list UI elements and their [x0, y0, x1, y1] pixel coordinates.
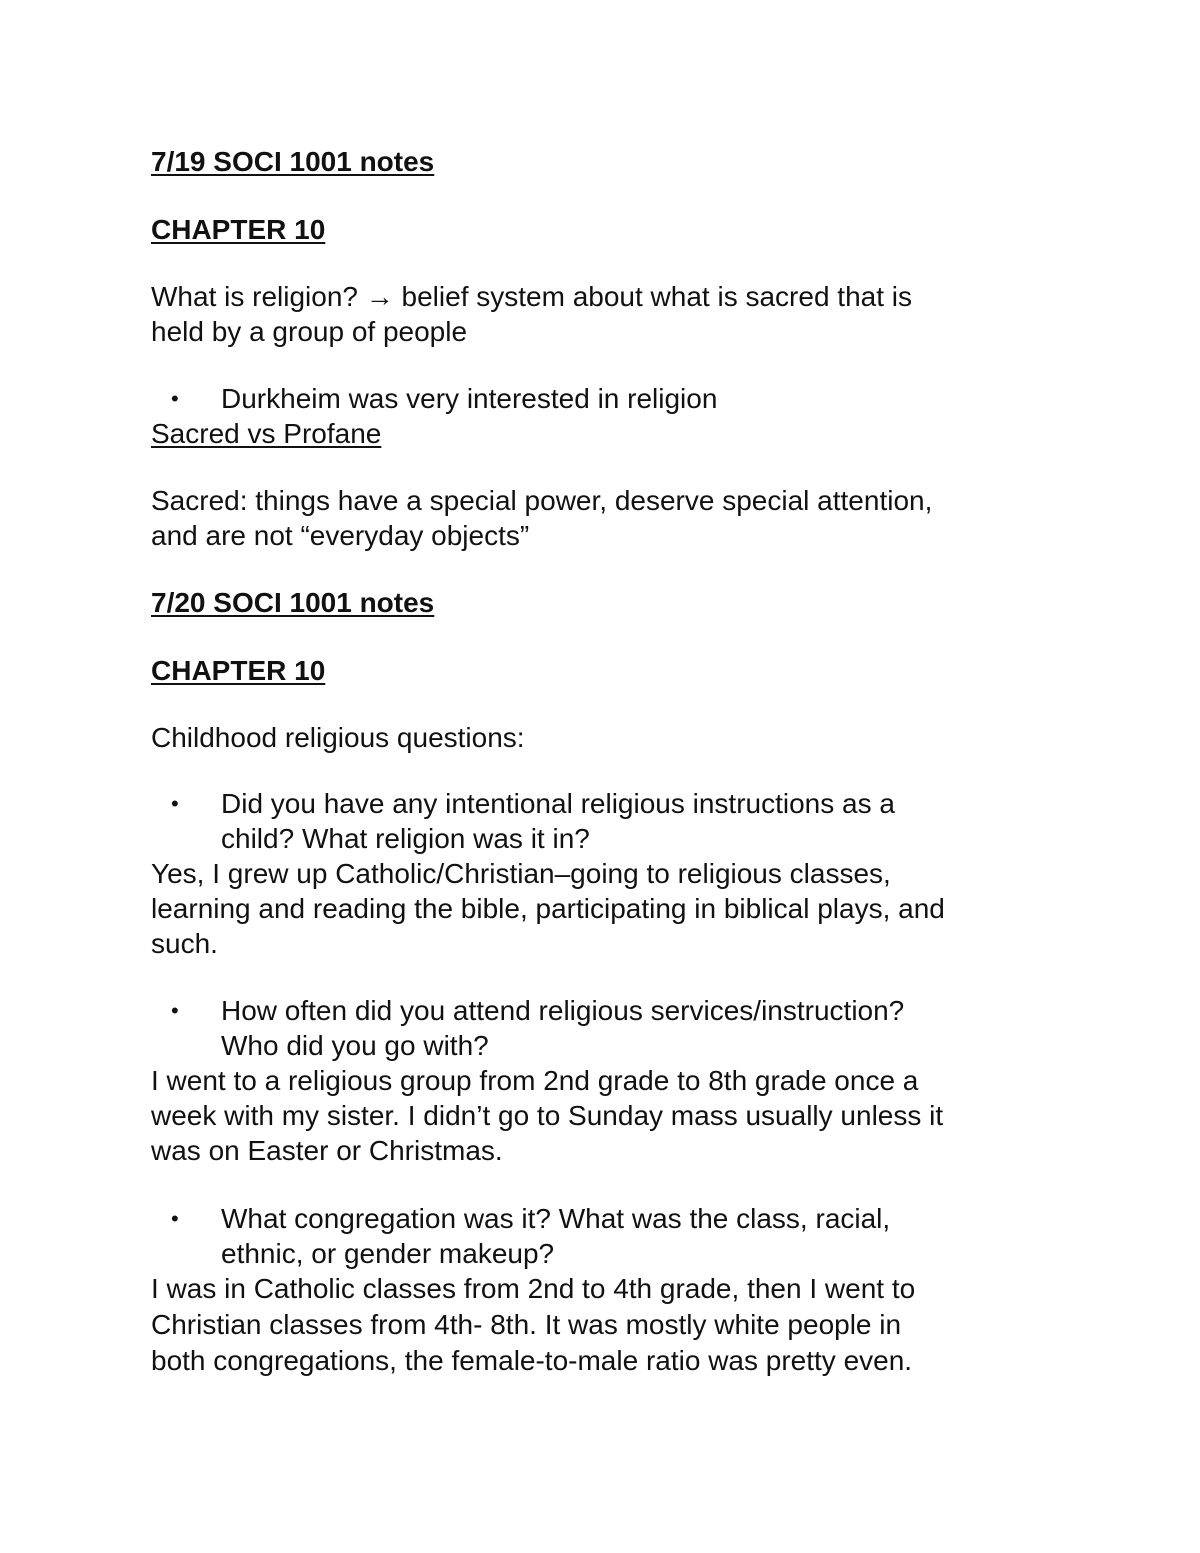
- answer-text: such.: [151, 928, 218, 959]
- bullet-text: Durkheim was very interested in religion: [221, 383, 718, 414]
- bullet-icon: •: [171, 386, 179, 411]
- answer-text: I was in Catholic classes from 2nd to 4th grade, then I went to: [151, 1273, 916, 1304]
- definition-text: What is religion? → belief system about what is sacred that is: [151, 281, 913, 312]
- bullet-icon: •: [171, 998, 179, 1023]
- answer-text: was on Easter or Christmas.: [151, 1135, 503, 1166]
- bullet-icon: •: [171, 791, 179, 816]
- bullet-text: Who did you go with?: [221, 1030, 489, 1061]
- subheading: Sacred vs Profane: [151, 418, 382, 449]
- bullet-text: How often did you attend religious services/instruction?: [221, 995, 905, 1026]
- paragraph-text: Sacred: things have a special power, deserve special attention,: [151, 485, 933, 516]
- definition-text: held by a group of people: [151, 316, 468, 347]
- paragraph-text: and are not “everyday objects”: [151, 520, 530, 551]
- bullet-text: child? What religion was it in?: [221, 823, 590, 854]
- date-heading: 7/19 SOCI 1001 notes: [151, 146, 435, 177]
- answer-text: week with my sister. I didn’t go to Sunday mass usually unless it: [151, 1100, 944, 1131]
- answer-text: both congregations, the female-to-male ratio was pretty even.: [151, 1345, 913, 1376]
- chapter-heading: CHAPTER 10: [151, 214, 326, 245]
- answer-text: Christian classes from 4th- 8th. It was mostly white people in: [151, 1309, 902, 1340]
- bullet-text: What congregation was it? What was the class, racial,: [221, 1203, 891, 1234]
- date-heading: 7/20 SOCI 1001 notes: [151, 587, 435, 618]
- answer-text: learning and reading the bible, participating in biblical plays, and: [151, 893, 945, 924]
- answer-text: Yes, I grew up Catholic/Christian–going to religious classes,: [151, 858, 891, 889]
- bullet-text: Did you have any intentional religious instructions as a: [221, 788, 895, 819]
- bullet-icon: •: [171, 1206, 179, 1231]
- bullet-text: ethnic, or gender makeup?: [221, 1238, 555, 1269]
- paragraph-text: Childhood religious questions:: [151, 722, 525, 753]
- chapter-heading: CHAPTER 10: [151, 655, 326, 686]
- answer-text: I went to a religious group from 2nd grade to 8th grade once a: [151, 1065, 919, 1096]
